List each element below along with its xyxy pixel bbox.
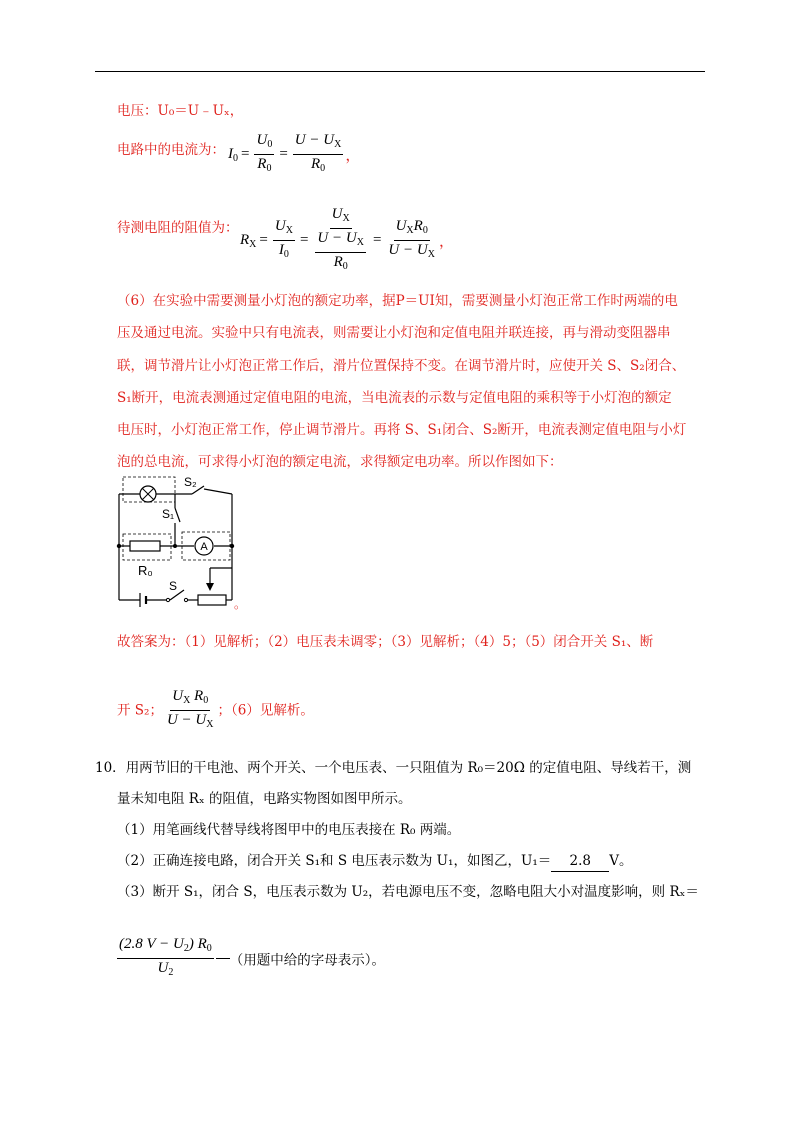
q10-number: 10．: [95, 760, 126, 776]
q10-item-2-suffix: V。: [609, 853, 633, 869]
circuit-diagram: [100, 470, 260, 615]
header-rule: [95, 71, 705, 72]
lamp-icon: [140, 486, 156, 502]
resist-formula: $R_X$ = $\frac{U_X}{I_0}$ = $\frac{U_X}{\frac{U - U_X}{R_0}}$ = $\frac{U_XR_0}{U - U_X}$ ，: [240, 206, 454, 272]
current-label: 电路中的电流为：: [117, 142, 225, 158]
answer-line-2-prefix: 开 S₂；: [117, 702, 163, 719]
q10-stem-line-1: [95, 758, 691, 778]
current-formula: $I_0$ = $\frac{U_0}{R_0}$ = $\frac{U - U_X}{R_0}$ ，: [228, 132, 361, 174]
part6-line-6: 泡的总电流，可求得小灯泡的额定电流，求得额定电功率。所以作图如下：: [117, 454, 563, 470]
ammeter-label: A: [200, 541, 208, 553]
resist-label: 待测电阻的阻值为：: [117, 220, 239, 236]
q10-answer-line: [117, 936, 385, 981]
label-r0: R₀: [138, 563, 153, 578]
answer-line-2-suffix: ；（6）见解析。: [217, 702, 314, 719]
answer-formula: $\frac{U_X R_0}{U - U_X}$: [166, 688, 214, 730]
resistor-r0: [130, 541, 160, 551]
part6-line-4: S₁断开，电流表测通过定值电阻的电流，当电流表的示数与定值电阻的乘积等于小灯泡的额定: [117, 390, 672, 406]
q10-item-3: （3）断开 S₁，闭合 S，电压表示数为 U₂，若电源电压不变，忽略电阻大小对温度影响，则 Rₓ＝: [117, 884, 699, 900]
q10-item-2: [117, 851, 633, 872]
voltage-line: [117, 101, 243, 121]
q10-item-1: （1）用笔画线代替导线将图甲中的电压表接在 R₀ 两端。: [117, 822, 461, 838]
label-s1: S₁: [162, 507, 175, 521]
voltage-label: 电压：: [117, 103, 158, 119]
q10-item-3-suffix: （用题中给的字母表示）。: [229, 952, 386, 969]
battery-icon: [140, 593, 146, 607]
voltage-formula: U₀＝U﹣Uₓ，: [157, 103, 244, 119]
q10-formula: $\frac{(2.8 V - U_2) R_0}{U_2}$: [119, 936, 212, 978]
q10-stem-text-1: 用两节旧的干电池、两个开关、一个电压表、一只阻值为 R₀＝20Ω 的定值电阻、导线若干，测: [125, 760, 692, 776]
label-s: S: [169, 579, 178, 593]
part6-line-1: （6）在实验中需要测量小灯泡的额定功率，据P＝UI知，需要测量小灯泡正常工作时两端的电: [117, 293, 678, 309]
comma-2: ，: [438, 234, 454, 250]
rheostat-icon: [198, 583, 226, 605]
q10-stem-line-2: 量未知电阻 Rₓ 的阻值，电路实物图如图甲所示。: [117, 791, 412, 807]
answer-line-1: 故答案为：（1）见解析；（2）电压表未调零；（3）见解析；（4）5；（5）闭合开关 S₁、断: [117, 634, 654, 650]
part6-line-5: 电压时，小灯泡正常工作，停止调节滑片。再将 S、S₁闭合、S₂断开，电流表测定值电阻与小灯: [117, 422, 687, 438]
diagram-period: 。: [234, 597, 247, 611]
part6-line-2: 压及通过电流。实验中只有电流表，则需要让小灯泡和定值电阻并联连接，再与滑动变阻器串: [117, 325, 671, 341]
part6-line-3: 联，调节滑片让小灯泡正常工作后，滑片位置保持不变。在调节滑片时，应使开关 S、S₂闭合、: [117, 358, 686, 374]
label-s2: S₂: [184, 475, 197, 489]
q10-item-2-prefix: （2）正确连接电路，闭合开关 S₁和 S 电压表示数为 U₁，如图乙，U₁＝: [117, 853, 552, 869]
comma: ，: [345, 148, 361, 164]
q10-item-2-answer: 2.8: [551, 851, 609, 872]
answer-line-2: [117, 688, 314, 733]
